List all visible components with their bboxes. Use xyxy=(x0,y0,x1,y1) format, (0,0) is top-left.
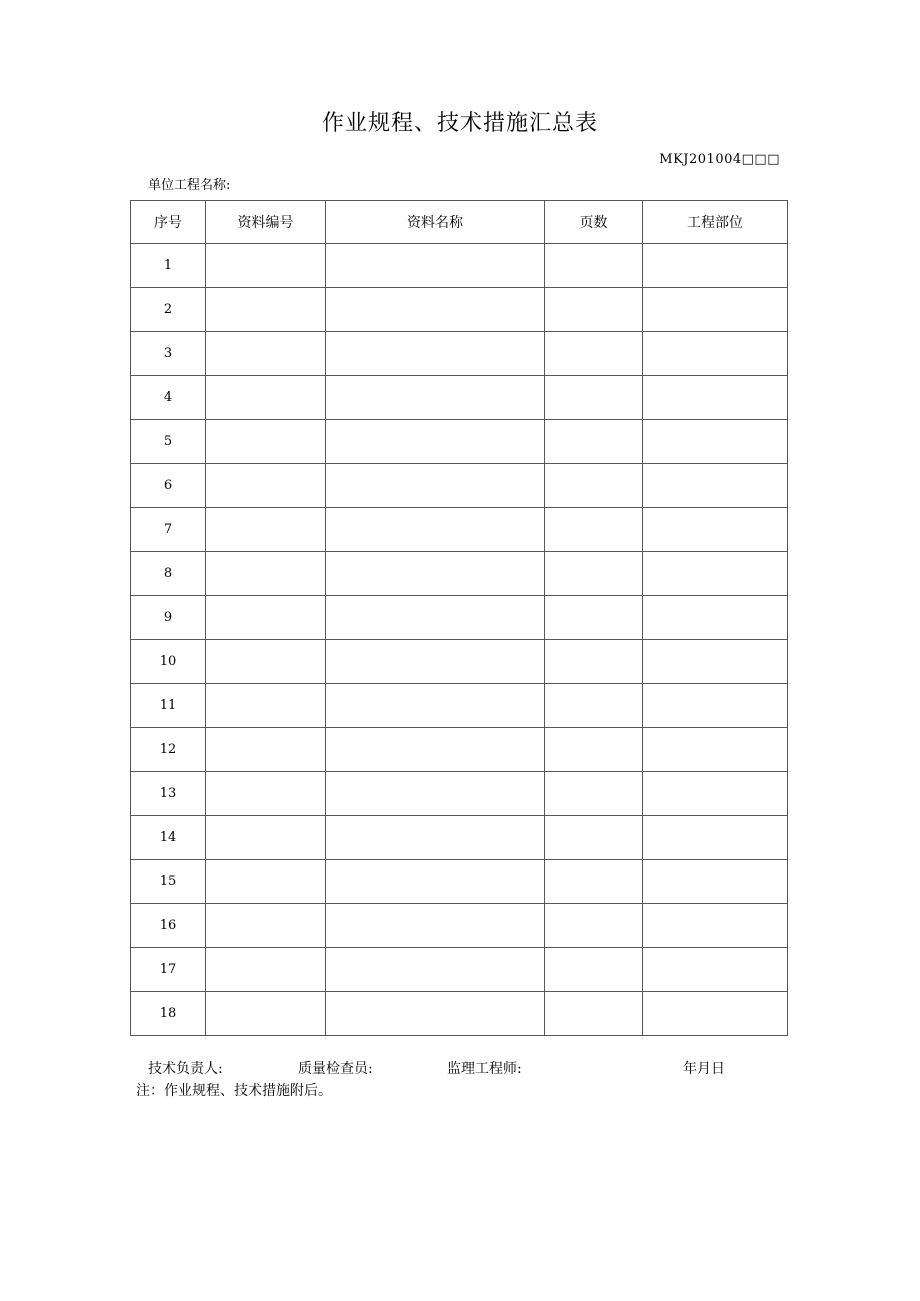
cell-document-name[interactable] xyxy=(326,772,545,816)
cell-document-number[interactable] xyxy=(206,772,326,816)
table-row xyxy=(131,860,788,904)
cell-project-location[interactable] xyxy=(643,552,788,596)
cell-project-location[interactable] xyxy=(643,376,788,420)
cell-document-name[interactable] xyxy=(326,244,545,288)
cell-document-name[interactable] xyxy=(326,332,545,376)
cell-document-number[interactable] xyxy=(206,332,326,376)
cell-index: 3 xyxy=(131,332,206,376)
cell-page-count[interactable] xyxy=(545,948,643,992)
table-row xyxy=(131,420,788,464)
cell-index: 12 xyxy=(131,728,206,772)
cell-page-count[interactable] xyxy=(545,684,643,728)
cell-document-number[interactable] xyxy=(206,640,326,684)
cell-document-name[interactable] xyxy=(326,684,545,728)
table-row xyxy=(131,244,788,288)
cell-index: 1 xyxy=(131,244,206,288)
cell-document-name[interactable] xyxy=(326,816,545,860)
cell-index: 9 xyxy=(131,596,206,640)
cell-index: 10 xyxy=(131,640,206,684)
cell-document-name[interactable] xyxy=(326,464,545,508)
cell-index: 11 xyxy=(131,684,206,728)
cell-project-location[interactable] xyxy=(643,420,788,464)
cell-document-number[interactable] xyxy=(206,288,326,332)
table-row xyxy=(131,728,788,772)
cell-index: 7 xyxy=(131,508,206,552)
cell-document-name[interactable] xyxy=(326,992,545,1036)
cell-index: 13 xyxy=(131,772,206,816)
cell-document-name[interactable] xyxy=(326,596,545,640)
cell-page-count[interactable] xyxy=(545,640,643,684)
cell-project-location[interactable] xyxy=(643,684,788,728)
cell-project-location[interactable] xyxy=(643,596,788,640)
cell-project-location[interactable] xyxy=(643,640,788,684)
cell-page-count[interactable] xyxy=(545,552,643,596)
date-label: 年月日 xyxy=(683,1061,725,1077)
cell-index: 18 xyxy=(131,992,206,1036)
cell-index: 14 xyxy=(131,816,206,860)
cell-page-count[interactable] xyxy=(545,772,643,816)
table-row xyxy=(131,332,788,376)
header-project-location: 工程部位 xyxy=(643,201,788,244)
cell-project-location[interactable] xyxy=(643,816,788,860)
cell-document-number[interactable] xyxy=(206,860,326,904)
summary-table xyxy=(130,200,788,1036)
cell-document-number[interactable] xyxy=(206,904,326,948)
cell-project-location[interactable] xyxy=(643,332,788,376)
cell-document-number[interactable] xyxy=(206,420,326,464)
unit-name-label: 单位工程名称: xyxy=(148,178,231,193)
table-row xyxy=(131,552,788,596)
cell-page-count[interactable] xyxy=(545,596,643,640)
cell-index: 5 xyxy=(131,420,206,464)
cell-index: 2 xyxy=(131,288,206,332)
cell-document-name[interactable] xyxy=(326,640,545,684)
cell-page-count[interactable] xyxy=(545,376,643,420)
cell-document-number[interactable] xyxy=(206,508,326,552)
table-row xyxy=(131,288,788,332)
cell-document-name[interactable] xyxy=(326,376,545,420)
cell-project-location[interactable] xyxy=(643,288,788,332)
cell-index: 15 xyxy=(131,860,206,904)
cell-document-number[interactable] xyxy=(206,552,326,596)
cell-page-count[interactable] xyxy=(545,332,643,376)
cell-document-number[interactable] xyxy=(206,684,326,728)
cell-page-count[interactable] xyxy=(545,244,643,288)
cell-document-number[interactable] xyxy=(206,376,326,420)
cell-project-location[interactable] xyxy=(643,860,788,904)
table-row xyxy=(131,772,788,816)
cell-document-number[interactable] xyxy=(206,992,326,1036)
cell-document-number[interactable] xyxy=(206,596,326,640)
table-row xyxy=(131,948,788,992)
cell-page-count[interactable] xyxy=(545,816,643,860)
table-header-row xyxy=(131,201,788,244)
cell-document-name[interactable] xyxy=(326,728,545,772)
cell-project-location[interactable] xyxy=(643,992,788,1036)
cell-index: 6 xyxy=(131,464,206,508)
cell-document-name[interactable] xyxy=(326,508,545,552)
form-code: MKJ201004□□□ xyxy=(659,152,780,167)
cell-document-name[interactable] xyxy=(326,420,545,464)
cell-page-count[interactable] xyxy=(545,464,643,508)
cell-document-number[interactable] xyxy=(206,464,326,508)
cell-index: 16 xyxy=(131,904,206,948)
cell-document-number[interactable] xyxy=(206,244,326,288)
table-row xyxy=(131,464,788,508)
cell-page-count[interactable] xyxy=(545,728,643,772)
tech-lead-label: 技术负责人: xyxy=(148,1061,223,1077)
header-document-number: 资料编号 xyxy=(206,201,326,244)
table-row xyxy=(131,376,788,420)
cell-project-location[interactable] xyxy=(643,728,788,772)
cell-page-count[interactable] xyxy=(545,992,643,1036)
cell-index: 4 xyxy=(131,376,206,420)
table-row xyxy=(131,992,788,1036)
cell-page-count[interactable] xyxy=(545,420,643,464)
cell-project-location[interactable] xyxy=(643,464,788,508)
document-title: 作业规程、技术措施汇总表 xyxy=(321,111,598,136)
table-row xyxy=(131,640,788,684)
header-index: 序号 xyxy=(131,201,206,244)
cell-project-location[interactable] xyxy=(643,772,788,816)
header-document-name: 资料名称 xyxy=(326,201,545,244)
cell-project-location[interactable] xyxy=(643,508,788,552)
cell-document-name[interactable] xyxy=(326,948,545,992)
table-row xyxy=(131,596,788,640)
cell-page-count[interactable] xyxy=(545,288,643,332)
footnote: 注：作业规程、技术措施附后。 xyxy=(136,1083,332,1099)
table-row xyxy=(131,816,788,860)
cell-document-name[interactable] xyxy=(326,860,545,904)
cell-page-count[interactable] xyxy=(545,508,643,552)
cell-document-number[interactable] xyxy=(206,728,326,772)
cell-document-name[interactable] xyxy=(326,904,545,948)
cell-page-count[interactable] xyxy=(545,860,643,904)
cell-project-location[interactable] xyxy=(643,904,788,948)
table-body xyxy=(131,244,788,1036)
cell-index: 8 xyxy=(131,552,206,596)
cell-project-location[interactable] xyxy=(643,244,788,288)
signature-line xyxy=(0,1058,920,1080)
header-page-count: 页数 xyxy=(545,201,643,244)
cell-project-location[interactable] xyxy=(643,948,788,992)
cell-index: 17 xyxy=(131,948,206,992)
table-row xyxy=(131,904,788,948)
cell-document-name[interactable] xyxy=(326,552,545,596)
cell-document-name[interactable] xyxy=(326,288,545,332)
quality-inspector-label: 质量检查员: xyxy=(298,1061,373,1077)
cell-document-number[interactable] xyxy=(206,816,326,860)
supervising-engineer-label: 监理工程师: xyxy=(447,1061,522,1077)
table-row xyxy=(131,684,788,728)
cell-page-count[interactable] xyxy=(545,904,643,948)
cell-document-number[interactable] xyxy=(206,948,326,992)
table-row xyxy=(131,508,788,552)
